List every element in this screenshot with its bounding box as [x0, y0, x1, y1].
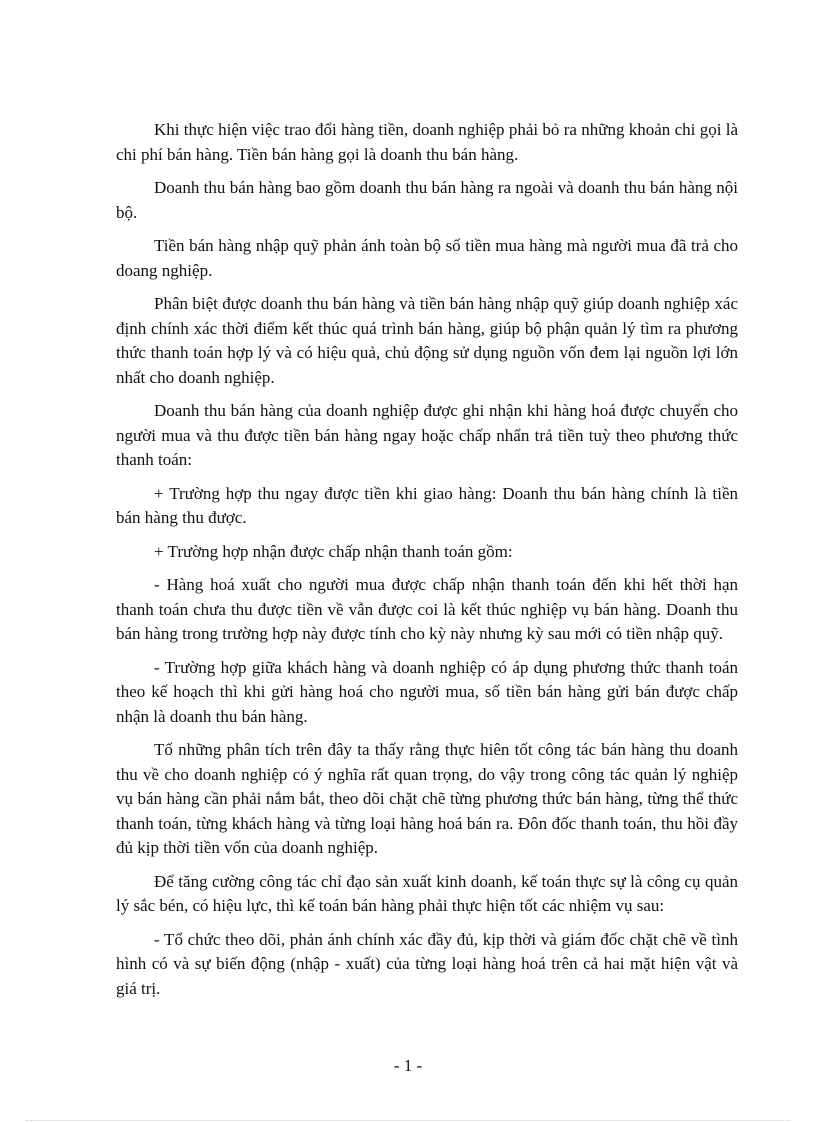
page-bottom-divider	[26, 1120, 790, 1121]
paragraph: Phân biệt được doanh thu bán hàng và tiền bán hàng nhập quỹ giúp doanh nghiệp xác định chính xác thời điểm kết thúc quá trình bán hàng, giúp bộ phận quản lý tìm ra phương thức thanh toán hợp lý và có hiệu quả, chủ động sử dụng nguồn vốn đem lại nguồn lợi lớn nhất cho doanh nghiệp.	[116, 294, 738, 387]
paragraph: - Trường hợp giữa khách hàng và doanh nghiệp có áp dụng phương thức thanh toán theo kế hoạch thì khi gửi hàng hoá cho người mua, số tiền bán hàng gửi bán được chấp nhận là doanh thu bán hàng.	[116, 657, 738, 726]
paragraph: - Tổ chức theo dõi, phản ánh chính xác đầy đủ, kịp thời và giám đốc chặt chẽ về tình hình có và sự biến động (nhập - xuất) của từng loại hàng hoá trên cả hai mặt hiện vật và giá trị.	[116, 929, 738, 998]
paragraph: Để tăng cường công tác chỉ đạo sản xuất kinh doanh, kế toán thực sự là công cụ quản lý sắc bén, có hiệu lực, thì kế toán bán hàng phải thực hiện tốt các nhiệm vụ sau:	[116, 871, 738, 915]
paragraph: + Trường hợp nhận được chấp nhận thanh toán gồm:	[154, 541, 513, 561]
paragraph: Tố những phân tích trên đây ta thấy rằng thực hiên tốt công tác bán hàng thu doanh thu về cho doanh nghiệp có ý nghĩa rất quan trọng, do vậy trong công tác quản lý nghiệp vụ bán hàng cần phải nắm bắt, theo dõi chặt chẽ từng phương thức bán hàng, từng thể thức thanh toán, từng khách hàng và từng loại hàng hoá bán ra. Đôn đốc thanh toán, thu hồi đầy đủ kịp thời tiền vốn của doanh nghiệp.	[116, 740, 738, 857]
paragraph: + Trường hợp thu ngay được tiền khi giao hàng: Doanh thu bán hàng chính là tiền bán hàng thu được.	[116, 483, 738, 527]
paragraph: Khi thực hiện việc trao đổi hàng tiền, doanh nghiệp phải bỏ ra những khoản chi gọi là chi phí bán hàng. Tiền bán hàng gọi là doanh thu bán hàng.	[116, 120, 738, 164]
paragraph: - Hàng hoá xuất cho người mua được chấp nhận thanh toán đến khi hết thời hạn thanh toán chưa thu được tiền về vẫn được coi là kết thúc nghiệp vụ bán hàng. Doanh thu bán hàng trong trường hợp này được tính cho kỳ này nhưng kỳ sau mới có tiền nhập quỹ.	[116, 575, 738, 643]
page-number: - 1 -	[393, 1056, 423, 1075]
document-body	[116, 118, 738, 1010]
paragraph: Tiền bán hàng nhập quỹ phản ánh toàn bộ số tiền mua hàng mà người mua đã trả cho doang nghiệp.	[116, 236, 738, 280]
paragraph: Doanh thu bán hàng của doanh nghiệp được ghi nhận khi hàng hoá được chuyển cho người mua và thu được tiền bán hàng ngay hoặc chấp nhẩn trả tiền tuỳ theo phương thức thanh toán:	[116, 401, 738, 469]
paragraph: Doanh thu bán hàng bao gồm doanh thu bán hàng ra ngoài và doanh thu bán hàng nội bộ.	[116, 178, 738, 222]
